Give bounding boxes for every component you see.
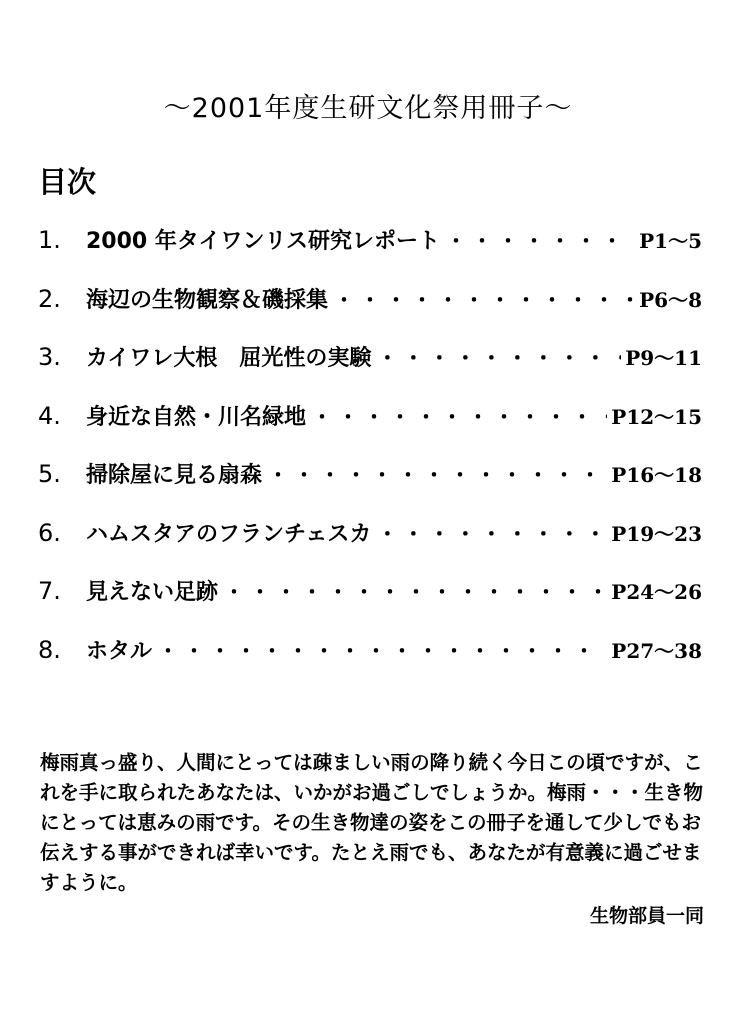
toc-entry-title: 身近な自然・川名緑地 bbox=[86, 404, 307, 430]
toc-entry-pages: P1〜5 bbox=[639, 229, 702, 253]
toc-entry-pages: P9〜11 bbox=[625, 346, 702, 370]
toc-entry-title: 2000 年タイワンリス研究レポート bbox=[86, 229, 441, 254]
toc-entry-title: カイワレ大根 屈光性の実験 bbox=[86, 346, 372, 371]
toc-leader-dots bbox=[312, 401, 607, 430]
booklet-title: 〜2001年度生研文化祭用冊子〜 bbox=[163, 93, 573, 124]
toc-entry-title: 海辺の生物観察＆磯採集 bbox=[86, 287, 329, 313]
toc-entry-number: 8. bbox=[38, 635, 61, 664]
toc-entry-number: 4. bbox=[38, 401, 61, 430]
toc-entry-title: 見えない足跡 bbox=[86, 580, 219, 605]
toc-entry-title: ハムスタアのフランチェスカ bbox=[86, 521, 372, 547]
toc-leader-dots bbox=[224, 576, 607, 605]
toc-entry-title: ホタル bbox=[86, 638, 153, 664]
toc-entry bbox=[38, 458, 702, 517]
toc-leader-dots bbox=[268, 459, 607, 488]
toc-entry bbox=[38, 341, 702, 400]
toc-entry-number: 7. bbox=[38, 577, 61, 605]
toc-entry bbox=[38, 517, 702, 576]
toc-entry-pages: P6〜8 bbox=[639, 287, 702, 312]
greeting-message: 梅雨真っ盛り、人間にとっては疎ましい雨の降り続く今日この頃ですが、これを手に取られたあなたは、いかがお過ごしでしょうか。梅雨・・・生き物にとっては恵みの雨です。その生き物達の姿をこの冊子を通して少しでもお伝えする事ができれば幸いです。たとえ雨でも、あなたが有意義に過ごせますように。 bbox=[40, 751, 704, 894]
toc-leader-dots bbox=[334, 284, 635, 313]
toc-entry-pages: P27〜38 bbox=[611, 638, 702, 663]
toc-entry bbox=[38, 400, 702, 459]
toc-entry-number: 5. bbox=[38, 460, 61, 488]
toc-heading: 目次 bbox=[38, 165, 97, 199]
toc-entry-number: 2. bbox=[38, 284, 61, 313]
toc-leader-dots bbox=[158, 635, 607, 664]
toc-entry bbox=[38, 224, 702, 283]
toc-entry-pages: P19〜23 bbox=[611, 521, 702, 546]
toc-entry-number: 3. bbox=[38, 343, 61, 371]
toc-entry bbox=[38, 634, 702, 693]
toc-leader-dots bbox=[377, 342, 621, 371]
toc-entry-pages: P24〜26 bbox=[611, 580, 702, 604]
signature: 生物部員一同 bbox=[589, 905, 704, 927]
toc-entry-title: 掃除屋に見る扇森 bbox=[86, 463, 263, 488]
toc-leader-dots bbox=[377, 518, 607, 547]
toc-entry-number: 6. bbox=[38, 518, 61, 547]
toc-entry bbox=[38, 575, 702, 634]
toc-entry bbox=[38, 283, 702, 342]
table-of-contents bbox=[38, 224, 702, 692]
toc-entry-pages: P16〜18 bbox=[611, 463, 702, 487]
toc-leader-dots bbox=[446, 225, 635, 254]
toc-entry-number: 1. bbox=[38, 226, 61, 254]
toc-entry-pages: P12〜15 bbox=[611, 404, 702, 429]
